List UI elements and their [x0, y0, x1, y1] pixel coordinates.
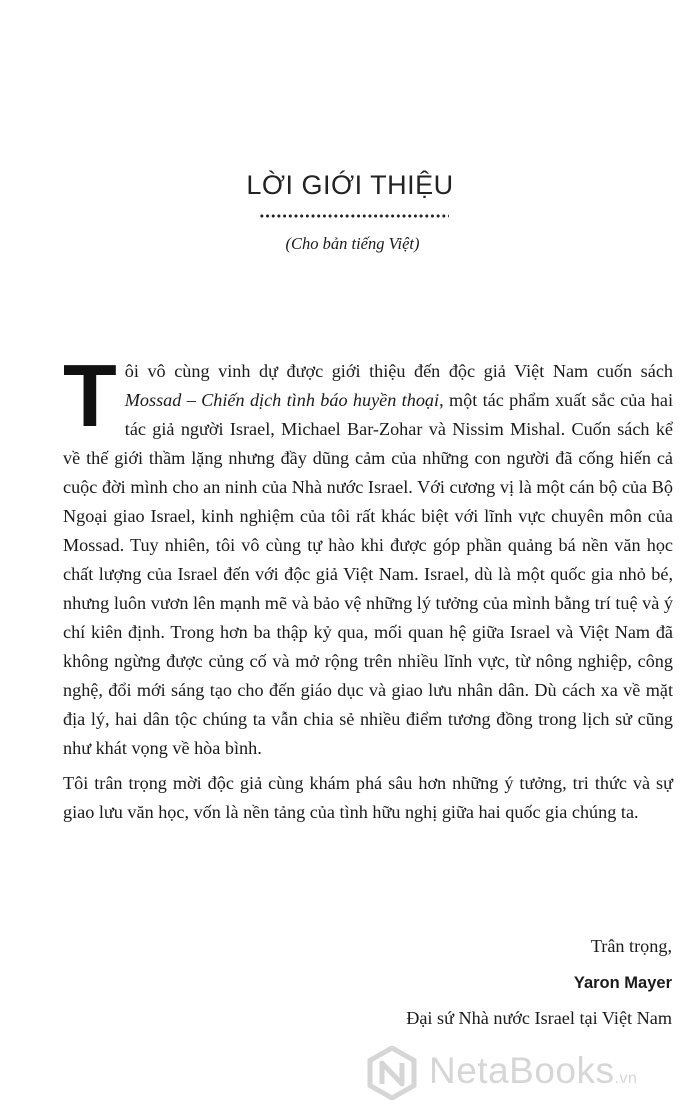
- book-title: Mossad – Chiến dịch tình báo huyền thoại: [124, 390, 440, 410]
- drop-cap: T: [63, 346, 117, 445]
- paragraph-1-part-1: ôi vô cùng vinh dự được giới thiệu đến độc giả Việt Nam cuốn sách: [124, 361, 673, 381]
- paragraph-2: Tôi trân trọng mời độc giả cùng khám phá sâu hơn những ý tưởng, tri thức và sự giao lưu văn học, vốn là nền tảng của tình hữu nghị giữa hai quốc gia chúng ta.: [63, 773, 673, 822]
- page-subtitle: (Cho bản tiếng Việt): [285, 234, 420, 253]
- watermark-text: [429, 1050, 637, 1092]
- signature-position: Đại sứ Nhà nước Israel tại Việt Nam: [406, 1008, 672, 1028]
- body-text: [63, 346, 673, 827]
- paragraph-1: [63, 346, 673, 763]
- dotted-divider: [259, 214, 449, 218]
- page-title: LỜI GIỚI THIỆU: [246, 170, 454, 200]
- watermark: [365, 1046, 695, 1100]
- signature-closing: Trân trọng,: [590, 936, 672, 956]
- watermark-brand: NetaBooks: [429, 1050, 615, 1091]
- paragraph-1-part-2: , một tác phẩm xuất sắc của hai tác giả người Israel, Michael Bar-Zohar và Nissim Mishal. Cuốn sách kể về thế giới thầm lặng nhưng đầy dũng cảm của những con người đã cống hiến cả cuộc đời mình cho an ninh của Nhà nước Israel. Với cương vị là một cán bộ của Bộ Ngoại giao Israel, kinh nghiệm của tôi rất khác biệt với lĩnh vực chuyên môn của Mossad. Tuy nhiên, tôi vô cùng tự hào khi được góp phần quảng bá nền văn học chất lượng của Israel đến với độc giả Việt Nam. Israel, dù là một quốc gia nhỏ bé, nhưng luôn vươn lên mạnh mẽ và bảo vệ những lý tưởng của mình bằng trí tuệ và ý chí kiên định. Trong hơn ba thập kỷ qua, mối quan hệ giữa Israel và Việt Nam đã không ngừng được củng cố và mở rộng trên nhiều lĩnh vực, từ nông nghiệp, công nghệ, đổi mới sáng tạo cho đến giáo dục và giao lưu nhân dân. Dù cách xa về mặt địa lý, hai dân tộc chúng ta vẫn chia sẻ nhiều điểm tương đồng trong lịch sử cũng như khát vọng về hòa bình.: [63, 390, 673, 758]
- signature-name: Yaron Mayer: [573, 974, 672, 992]
- watermark-suffix: .vn: [614, 1070, 638, 1087]
- netabooks-logo-icon: [365, 1046, 419, 1100]
